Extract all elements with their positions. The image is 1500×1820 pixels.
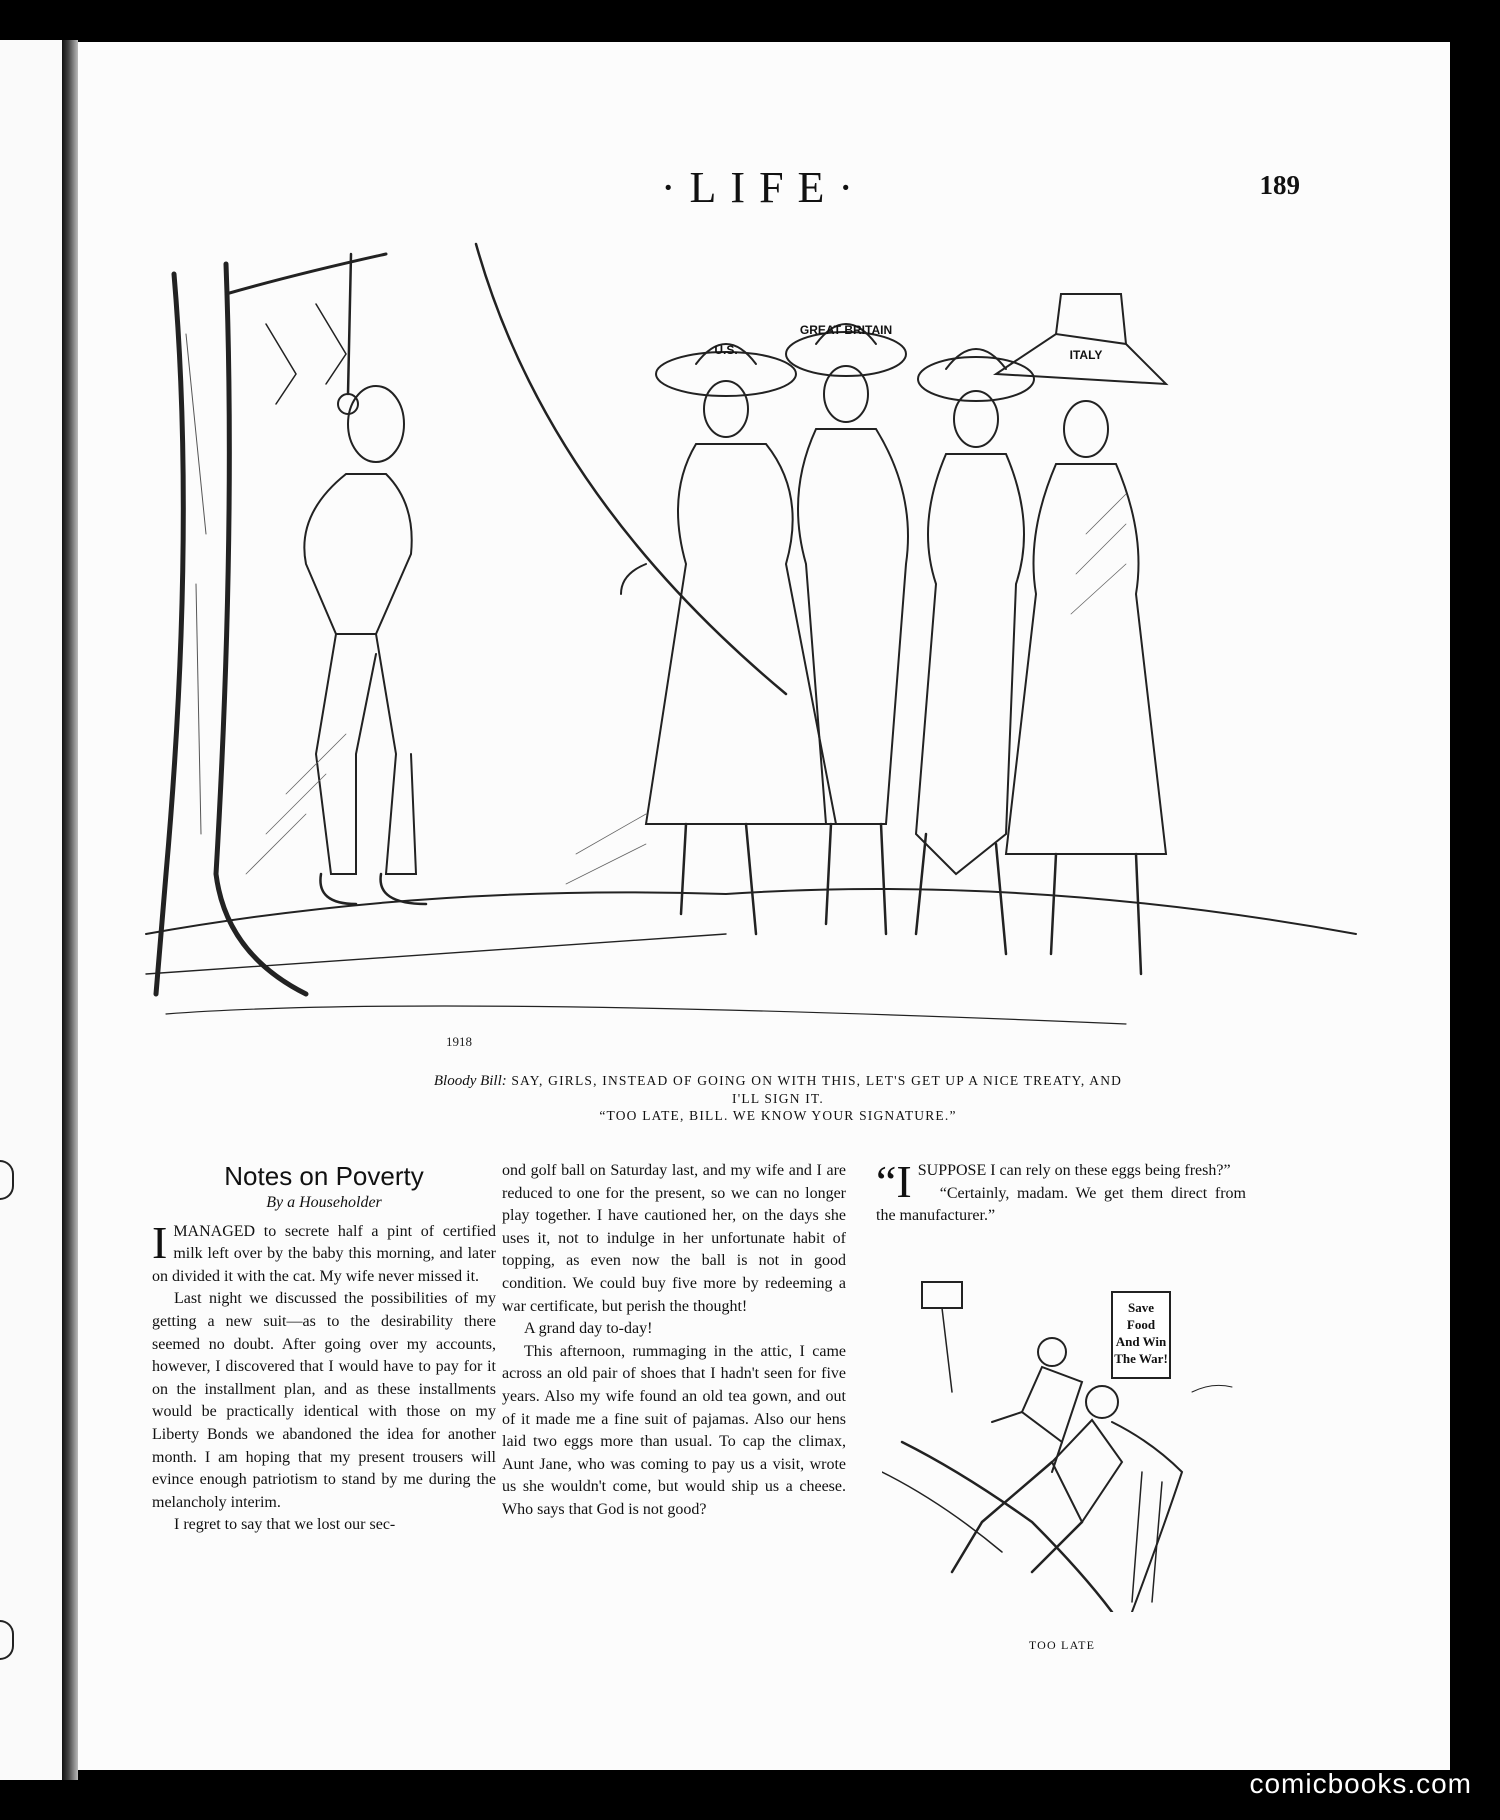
article-column-2 — [502, 1160, 846, 1522]
article-paragraph: ond golf ball on Saturday last, and my wife and I are reduced to one for the present, so we can no longer play together. I have cautioned her, on the days she uses it, not to indulge in her unfortunate habit of topping, as even now the ball is not in good condition. We could buy five more by redeeming a war certificate, but perish the thought! — [502, 1162, 846, 1315]
main-cartoon-illustration — [126, 234, 1386, 1056]
article-paragraph: This afternoon, rummaging in the attic, I came across an old pair of shoes that I hadn't seen for five years. Also my wife found an old tea gown, and out of it made me a fine suit of pajamas. Also our hens laid two eggs more than usual. To cap the climax, Aunt Jane, who was coming to pay us a visit, wrote us she wouldn't come, but would ship us a cheese. Who says that God is not good? — [502, 1342, 846, 1518]
article-byline: By a Householder — [266, 1194, 382, 1211]
masthead-title: ·LIFE· — [660, 163, 868, 212]
hat-label-great-britain: GREAT BRITAIN — [799, 323, 893, 337]
joke-column — [876, 1156, 1246, 1228]
caption-line-1: SAY, GIRLS, INSTEAD OF GOING ON WITH THIS, LET'S GET UP A NICE TREATY, AND — [511, 1073, 1123, 1088]
hat-label-us: U.S. — [714, 343, 738, 357]
page-gutter — [62, 40, 78, 1780]
article-title: Notes on Poverty — [224, 1161, 424, 1191]
second-cartoon-caption: TOO LATE — [1028, 1638, 1096, 1652]
site-watermark: comicbooks.com — [1249, 1768, 1472, 1799]
article-column-1 — [152, 1160, 496, 1537]
artist-signature-date: 1918 — [446, 1034, 472, 1049]
sign-text-line-1: Save — [1128, 1300, 1154, 1315]
article-paragraph: A grand day to-day! — [524, 1320, 653, 1338]
ornament-fragment — [0, 1160, 14, 1200]
caption-line-2: I'LL SIGN IT. — [732, 1091, 824, 1106]
article-paragraph: I regret to say that we lost our sec- — [174, 1516, 396, 1534]
article-paragraph — [152, 1216, 496, 1289]
paragraph-text: MANAGED to secrete half a pint of certified milk left over by the baby this morning, and later on divided it with the cat. My wife never missed it. — [152, 1222, 496, 1285]
joke-line-2: “Certainly, madam. We get them direct from the manufacturer.” — [876, 1184, 1246, 1225]
magazine-page — [78, 42, 1450, 1770]
previous-page-edge — [0, 40, 62, 1780]
ornament-fragment — [0, 1620, 14, 1660]
sign-text-line-3: And Win — [1115, 1334, 1167, 1349]
article-paragraph: Last night we discussed the possibilities of my getting a new suit—as to the desirability there seemed no doubt. After going over my accounts, however, I discovered that I would have to pay for it on the installment plan, and as these installments would be practically identical with those on my Liberty Bonds we abandoned the idea for another month. I am hoping that my present trousers will evince enough patriotism to stand by me during the melancholy interim. — [152, 1290, 496, 1511]
hat-label-italy: ITALY — [1069, 348, 1103, 362]
sign-text-line-2: Food — [1126, 1317, 1156, 1332]
caption-speaker: Bloody Bill: — [433, 1073, 507, 1089]
drop-cap: “I — [876, 1156, 912, 1207]
main-cartoon-caption — [298, 1072, 1258, 1124]
page-number: 189 — [1259, 170, 1300, 200]
caption-line-3: “TOO LATE, BILL. WE KNOW YOUR SIGNATURE.” — [599, 1108, 957, 1123]
sign-text-line-4: The War! — [1114, 1351, 1168, 1366]
joke-text: SUPPOSE I can rely on these eggs being fresh?” — [917, 1162, 1231, 1179]
drop-cap: I — [152, 1216, 168, 1268]
second-cartoon-illustration — [882, 1272, 1242, 1612]
